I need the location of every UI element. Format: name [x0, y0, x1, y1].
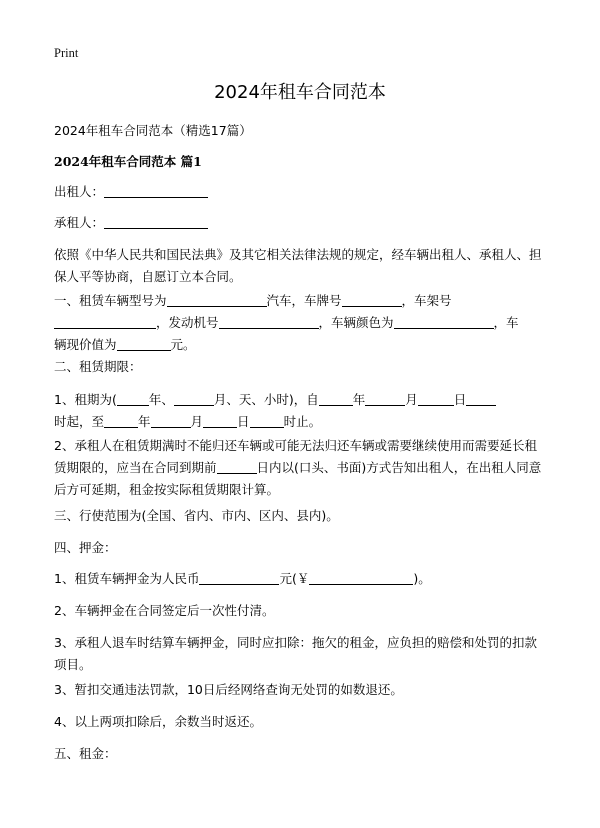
end-month-blank [151, 413, 191, 428]
clause1-text-c: ，车架号 [401, 293, 452, 308]
extension-text-a: 2、承租人在租赁期满时不能归还车辆或可能无法归还车辆或需要继续使用而需要延长租赁期限的，应当在合同到期前 [54, 438, 537, 475]
term-text-c: 月、天、小时)，自 [213, 392, 319, 407]
end-hour-blank [250, 413, 284, 428]
clause-2-item-2 [54, 435, 546, 501]
deposit-text-c: )。 [413, 571, 431, 586]
value-blank [117, 336, 171, 351]
term-text-d: 年 [352, 392, 366, 407]
notice-days-blank [217, 459, 257, 474]
term-months-blank [174, 391, 214, 406]
deposit-text-a: 1、租赁车辆押金为人民币 [54, 571, 200, 586]
term-years-blank [117, 391, 149, 406]
term-text-h: 年 [138, 414, 151, 429]
clause-3: 三、行使范围为(全国、省内、市内、区内、县内)。 [54, 508, 339, 523]
document-subtitle: 2024年租车合同范本（精选17篇） [54, 123, 252, 138]
lessee-blank [104, 214, 208, 229]
clause-4-heading: 四、押金： [54, 540, 117, 555]
print-link[interactable]: Print [54, 46, 79, 60]
start-year-blank [319, 391, 353, 406]
clause-5-heading: 五、租金： [54, 746, 117, 761]
clause1-text-d: ，发动机号 [156, 315, 219, 330]
clause-2-heading: 二、租赁期限： [54, 359, 142, 374]
clause1-text-b: 汽车，车牌号 [266, 293, 342, 308]
color-blank [394, 314, 494, 329]
term-text-j: 日 [237, 414, 250, 429]
start-month-blank [365, 391, 405, 406]
vin-blank [54, 314, 156, 329]
clause-4-item-3b: 3、暂扣交通违法罚款，10日后经网络查询无处罚的如数退还。 [54, 682, 403, 697]
term-text-g: 时起，至 [54, 414, 105, 429]
clause1-text-g: 辆现价值为 [54, 337, 117, 352]
lessee-line [54, 212, 546, 234]
deposit-amount-blank [199, 570, 279, 585]
clause-2-item-1 [54, 389, 546, 433]
term-text-a: 1、租期为( [54, 392, 117, 407]
lessee-label: 承租人： [54, 215, 105, 230]
clause-1 [54, 290, 546, 356]
end-year-blank [104, 413, 138, 428]
term-text-i: 月 [190, 414, 204, 429]
term-text-k: 时止。 [283, 414, 322, 429]
deposit-figure-blank [309, 570, 413, 585]
clause1-text-e: ，车辆颜色为 [318, 315, 394, 330]
lessor-label: 出租人： [54, 184, 105, 199]
engine-number-blank [219, 314, 319, 329]
intro-paragraph: 依照《中华人民共和国民法典》及其它相关法律法规的规定，经车辆出租人、承租人、担保人平等协商，自愿订立本合同。 [54, 247, 542, 284]
term-text-e: 月 [405, 392, 418, 407]
plate-number-blank [342, 292, 402, 307]
clause1-text-h: 元。 [170, 337, 196, 352]
clause1-text-f: ，车 [493, 315, 519, 330]
extension-text-b: 日内以(口头、书面)方式告知出租人，在出租人同意后方可延期，租金按实际租赁期限计算。 [54, 460, 542, 497]
deposit-text-b: 元(￥ [279, 571, 310, 586]
start-day-blank [418, 391, 454, 406]
vehicle-model-blank [167, 292, 267, 307]
lessor-blank [104, 183, 208, 198]
lessor-line [54, 181, 546, 203]
clause-4-item-4: 4、以上两项扣除后，余数当时返还。 [54, 714, 262, 729]
clause-4-item-3: 3、承租人退车时结算车辆押金，同时应扣除：拖欠的租金，应负担的赔偿和处罚的扣款项目。 [54, 635, 537, 672]
document-title: 2024年租车合同范本 [214, 82, 386, 103]
start-hour-blank [466, 391, 496, 406]
term-text-b: 年、 [148, 392, 174, 407]
term-text-f: 日 [453, 392, 467, 407]
section-heading: 2024年租车合同范本 篇1 [54, 154, 202, 169]
clause-4-item-2: 2、车辆押金在合同签定后一次性付清。 [54, 603, 275, 618]
end-day-blank [203, 413, 237, 428]
clause-4-item-1 [54, 568, 546, 590]
clause1-text-a: 一、租赁车辆型号为 [54, 293, 167, 308]
